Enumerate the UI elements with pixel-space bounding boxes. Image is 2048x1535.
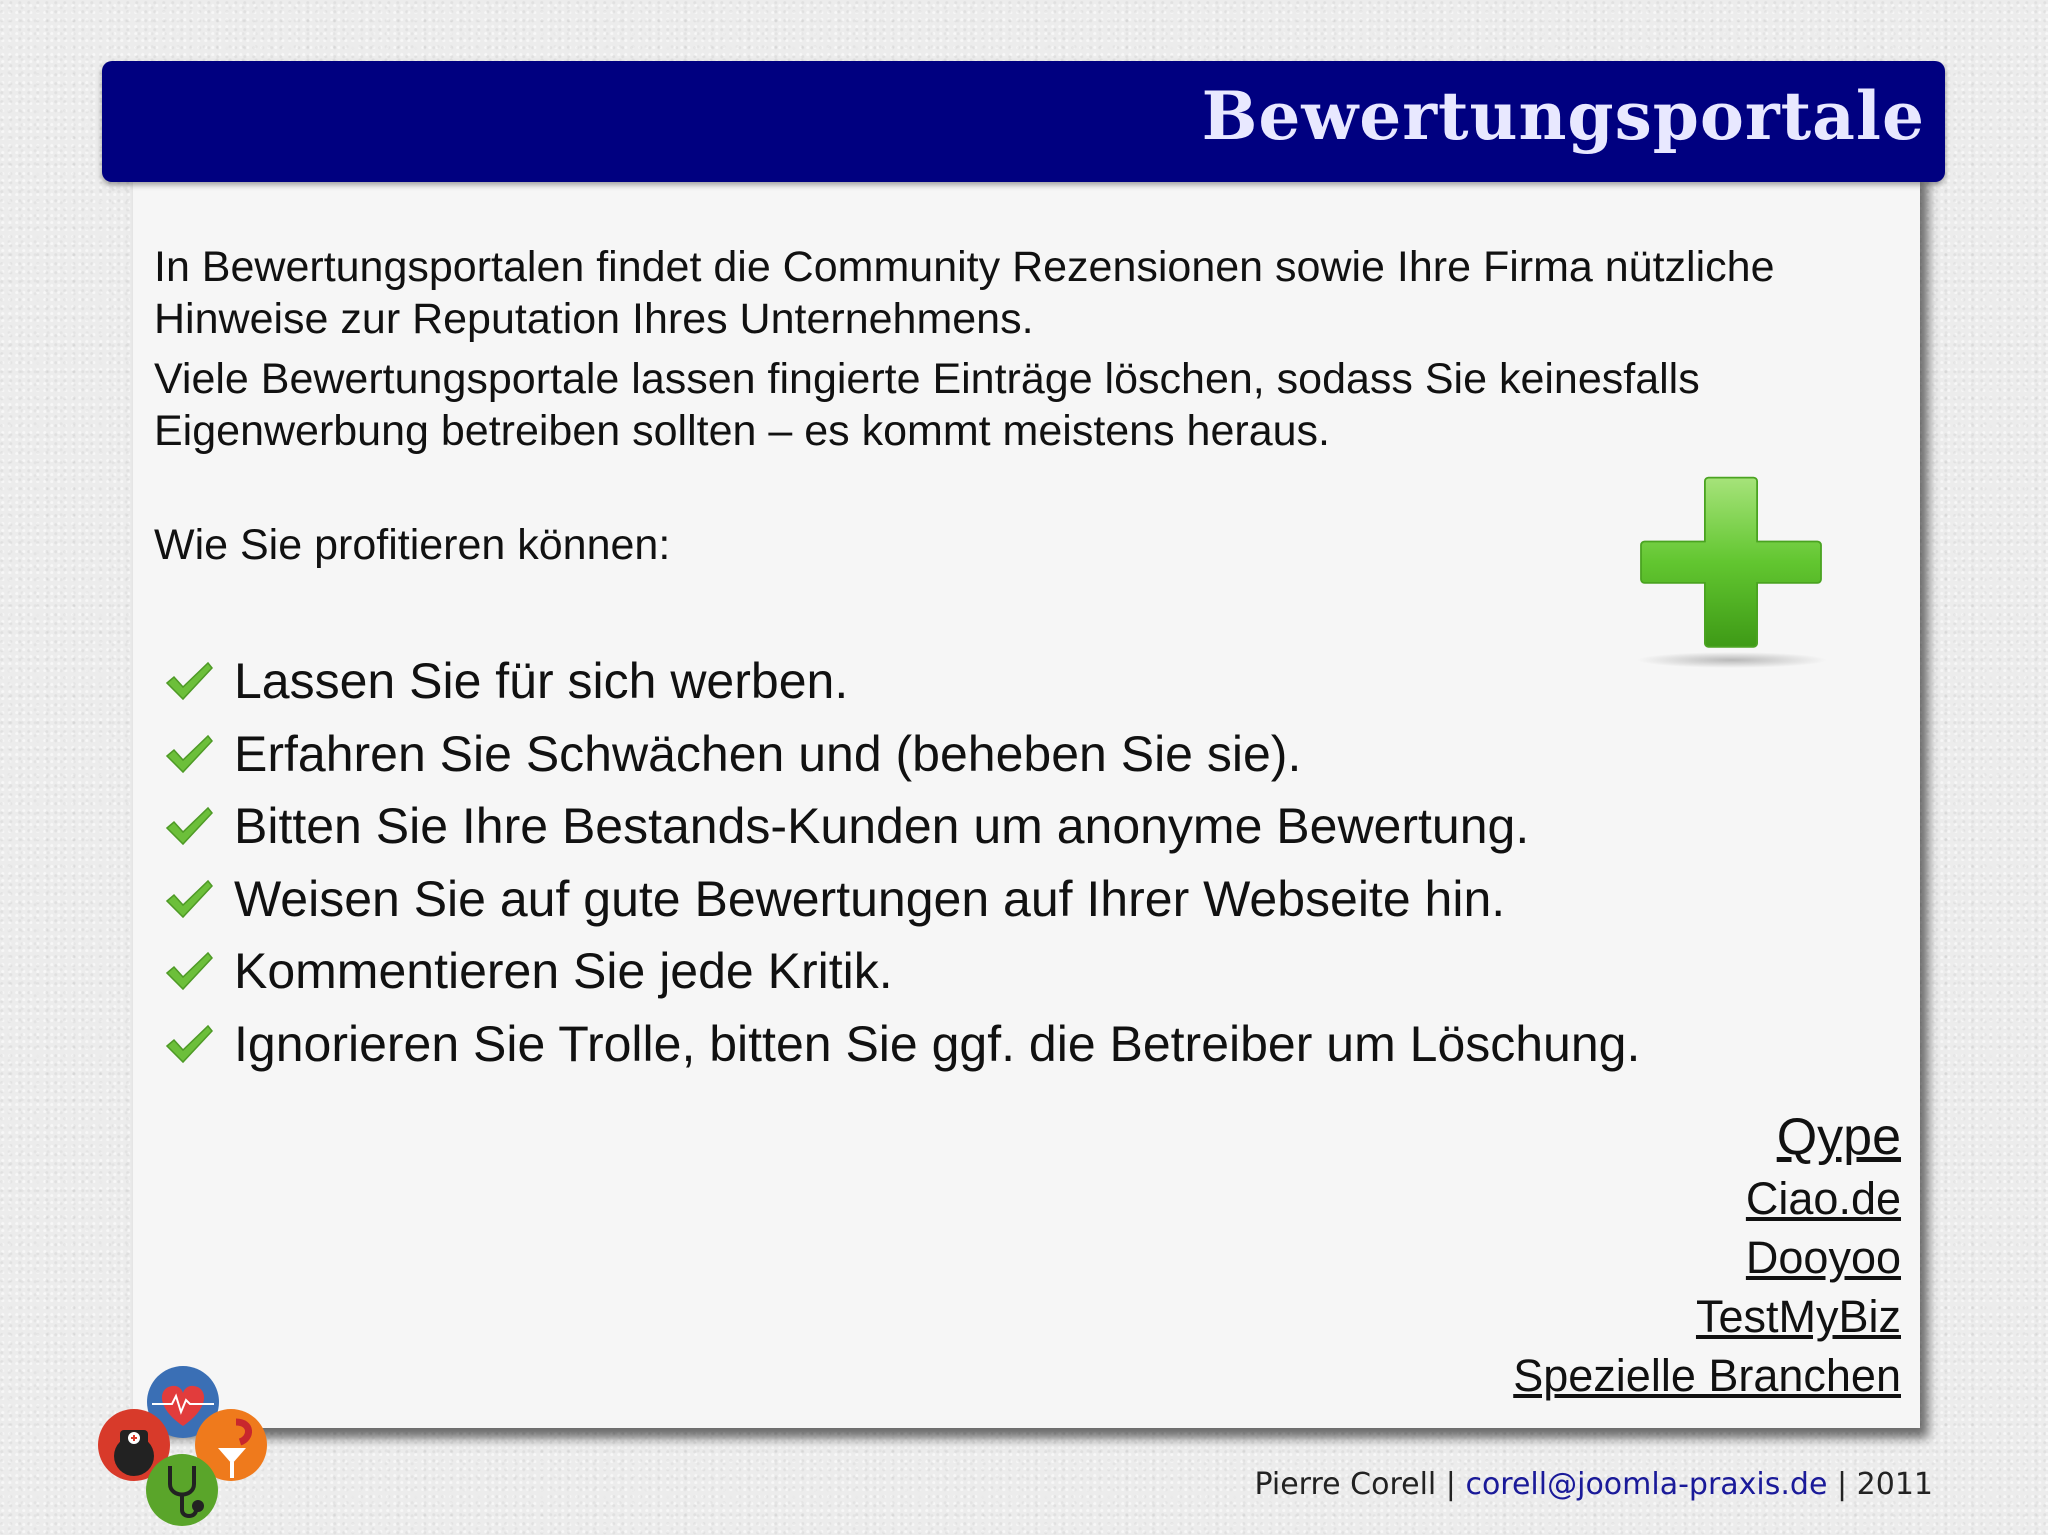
- checkmark-icon: [164, 804, 214, 848]
- footer-separator: |: [1445, 1467, 1456, 1502]
- intro-paragraph-1: In Bewertungsportalen findet die Community Rezensionen sowie Ihre Firma nützliche Hinweise zur Reputation Ihres Unternehmens.: [154, 243, 1775, 343]
- medical-logo: [96, 1360, 271, 1530]
- list-item: [164, 935, 1640, 1008]
- checkmark-icon: [164, 949, 214, 993]
- footer-separator: |: [1836, 1467, 1848, 1502]
- list-item: [164, 790, 1640, 863]
- page-title: Bewertungsportale: [1201, 77, 1925, 155]
- list-item-text: Bitten Sie Ihre Bestands-Kunden um anonyme Bewertung.: [234, 798, 1530, 855]
- intro-paragraph-2: Viele Bewertungsportale lassen fingierte Einträge löschen, sodass Sie keinesfalls Eigenwerbung betreiben sollten – es kommt meistens heraus.: [154, 355, 1700, 455]
- checkmark-icon: [164, 1022, 214, 1066]
- link-spezielle-branchen[interactable]: Spezielle Branchen: [1513, 1350, 1901, 1401]
- list-item: [164, 718, 1640, 791]
- plus-icon: [1632, 470, 1832, 670]
- list-item-text: Weisen Sie auf gute Bewertungen auf Ihrer Webseite hin.: [234, 870, 1506, 927]
- link-qype[interactable]: Qype: [1776, 1108, 1901, 1166]
- list-item-text: Erfahren Sie Schwächen und (beheben Sie sie).: [234, 725, 1302, 782]
- footer-email[interactable]: corell@joomla-praxis.de: [1465, 1467, 1828, 1502]
- title-bar: [102, 61, 1945, 182]
- link-ciao[interactable]: Ciao.de: [1745, 1173, 1901, 1224]
- list-item-text: Ignorieren Sie Trolle, bitten Sie ggf. die Betreiber um Löschung.: [234, 1015, 1641, 1072]
- checkmark-icon: [164, 877, 214, 921]
- link-testmybiz[interactable]: TestMyBiz: [1695, 1291, 1901, 1342]
- portal-links: [1513, 1105, 1901, 1405]
- link-dooyoo[interactable]: Dooyoo: [1745, 1232, 1901, 1283]
- footer-author: Pierre Corell: [1254, 1467, 1437, 1502]
- footer: [1254, 1467, 1933, 1502]
- list-item-text: Lassen Sie für sich werben.: [234, 653, 849, 710]
- benefits-list: [164, 645, 1640, 1080]
- list-item: [164, 1008, 1640, 1081]
- benefits-heading: Wie Sie profitieren können:: [154, 521, 671, 569]
- checkmark-icon: [164, 732, 214, 776]
- list-item-text: Kommentieren Sie jede Kritik.: [234, 943, 893, 1000]
- checkmark-icon: [164, 659, 214, 703]
- list-item: [164, 645, 1640, 718]
- list-item: [164, 863, 1640, 936]
- footer-year: 2011: [1856, 1467, 1933, 1502]
